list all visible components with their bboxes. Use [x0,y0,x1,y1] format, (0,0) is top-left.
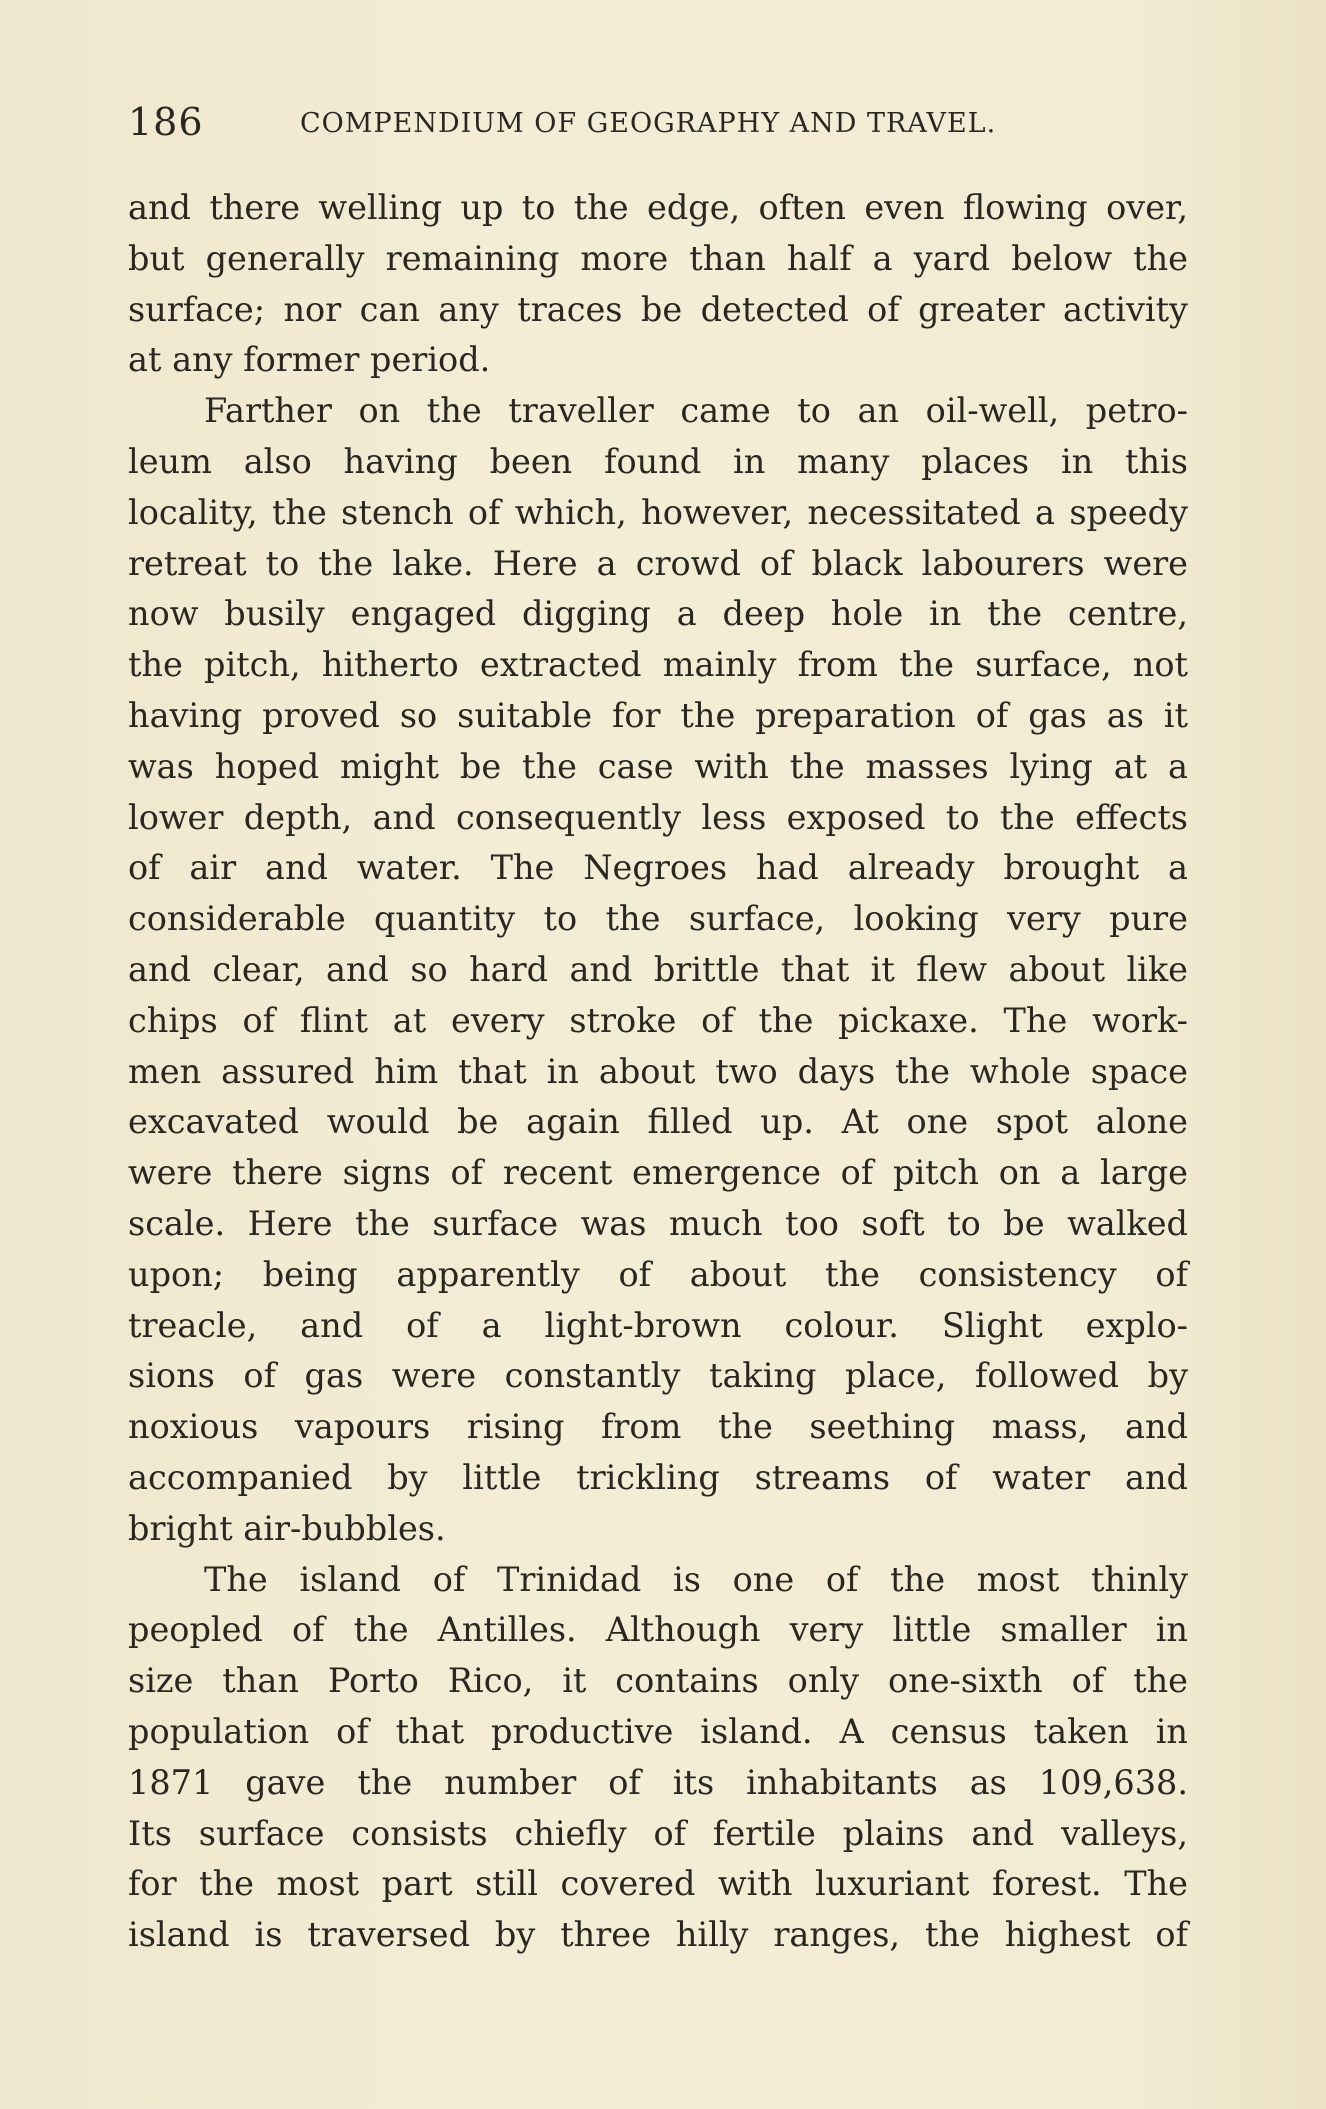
text-line: and clear, and so hard and brittle that it flew about like [128,949,1188,989]
page-header [128,100,1188,150]
text-line: considerable quantity to the surface, looking very pure [128,899,1188,939]
text-line: population of that productive island. A census taken in [128,1711,1188,1751]
text-line: now busily engaged digging a deep hole in the centre, [128,594,1188,634]
text-line: men assured him that in about two days the whole space [128,1051,1188,1091]
text-line: the pitch, hitherto extracted mainly from the surface, not [128,645,1188,685]
text-line: at any former period. [128,340,491,380]
text-line: Farther on the traveller came to an oil-well, petro- [204,391,1188,431]
running-head: COMPENDIUM OF GEOGRAPHY AND TRAVEL. [300,108,997,139]
text-line: of air and water. The Negroes had already brought a [128,848,1188,888]
text-line: was hoped might be the case with the masses lying at a [128,746,1188,786]
text-line: surface; nor can any traces be detected of greater activity [128,289,1188,329]
text-line: excavated would be again filled up. At one spot alone [128,1102,1188,1142]
text-line: chips of flint at every stroke of the pickaxe. The work- [128,1000,1188,1040]
text-line: locality, the stench of which, however, necessitated a speedy [128,492,1188,532]
text-line: leum also having been found in many places in this [128,441,1188,481]
text-line: were there signs of recent emergence of pitch on a large [128,1153,1188,1193]
text-line: retreat to the lake. Here a crowd of black labourers were [128,543,1188,583]
text-line: sions of gas were constantly taking place, followed by [128,1356,1188,1396]
text-line: The island of Trinidad is one of the most thinly [204,1559,1188,1599]
text-line: accompanied by little trickling streams of water and [128,1457,1188,1497]
text-line: scale. Here the surface was much too soft to be walked [128,1203,1188,1243]
text-line: Its surface consists chiefly of fertile plains and valleys, [128,1813,1188,1853]
text-line: upon; being apparently of about the consistency of [128,1254,1188,1294]
body-text [128,183,1188,1961]
text-line: for the most part still covered with luxuriant forest. The [128,1864,1188,1904]
page-number: 186 [128,100,204,144]
text-line: peopled of the Antilles. Although very little smaller in [128,1610,1188,1650]
text-line: 1871 gave the number of its inhabitants as 109,638. [128,1762,1188,1802]
text-line: treacle, and of a light-brown colour. Slight explo- [128,1305,1188,1345]
text-line: noxious vapours rising from the seething mass, and [128,1407,1188,1447]
text-line: having proved so suitable for the preparation of gas as it [128,695,1188,735]
text-line: but generally remaining more than half a yard below the [128,238,1188,278]
text-line: island is traversed by three hilly ranges, the highest of [128,1915,1188,1955]
text-line: size than Porto Rico, it contains only one-sixth of the [128,1661,1188,1701]
text-line: bright air-bubbles. [128,1508,446,1548]
text-line: and there welling up to the edge, often even flowing over, [128,188,1188,227]
text-line: lower depth, and consequently less exposed to the effects [128,797,1188,837]
